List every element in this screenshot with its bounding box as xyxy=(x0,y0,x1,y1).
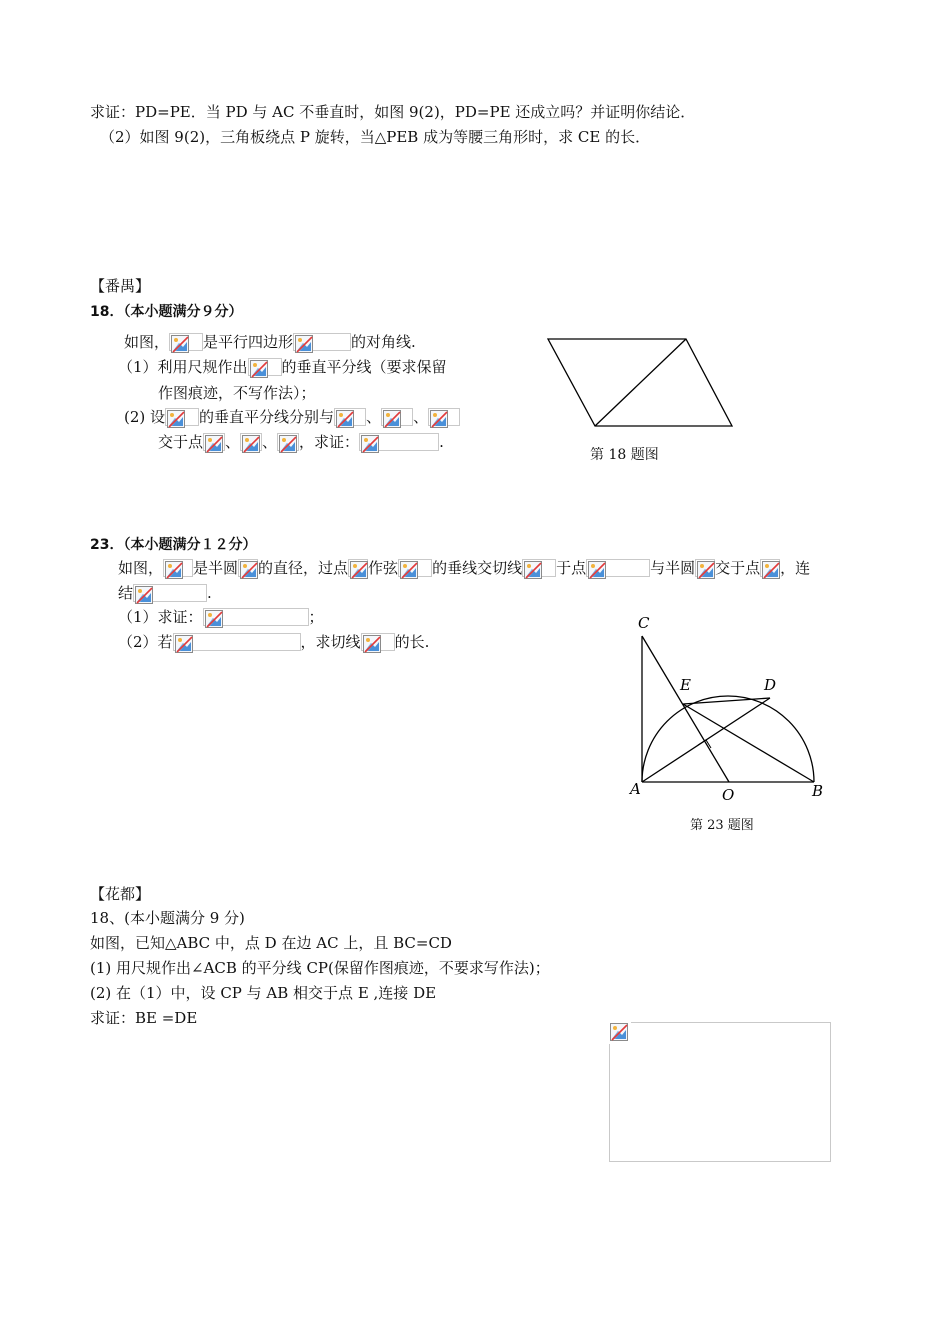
semicircle-arc xyxy=(642,696,814,782)
broken-image-icon xyxy=(240,433,262,451)
text: ，求证： xyxy=(299,433,360,451)
broken-image-glyph xyxy=(175,635,193,653)
broken-image-glyph xyxy=(167,410,185,428)
text: 于点 xyxy=(556,559,587,577)
broken-image-icon xyxy=(334,408,366,426)
question-23-heading: 23．（本小题满分１２分） xyxy=(90,537,257,553)
text: 的垂线交切线 xyxy=(432,559,523,577)
q23-line3 xyxy=(118,607,324,627)
text: 、 xyxy=(366,408,382,426)
text: 的长. xyxy=(394,633,430,651)
broken-image-glyph xyxy=(762,561,780,579)
broken-image-icon xyxy=(169,333,203,351)
section-tag-huadu: 【花都】 xyxy=(90,885,151,903)
broken-image-icon xyxy=(348,559,368,577)
line-eb xyxy=(683,704,814,782)
broken-image-glyph xyxy=(279,435,297,453)
text: 如图， xyxy=(124,333,170,351)
q18-line3: 作图痕迹，不写作法）； xyxy=(158,384,316,402)
text: 结 xyxy=(118,584,134,602)
broken-image-icon xyxy=(586,559,650,577)
text: 作弦 xyxy=(368,559,399,577)
broken-image-icon xyxy=(165,408,199,426)
text: （1）求证： xyxy=(118,608,203,626)
line-co xyxy=(642,636,729,782)
text: 的垂直平分线分别与 xyxy=(199,408,335,426)
q23-line1 xyxy=(118,558,810,578)
question-18-heading-huadu: 18、(本小题满分 9 分) xyxy=(90,909,245,927)
broken-image-glyph xyxy=(205,435,223,453)
right-angle-mark xyxy=(698,740,711,748)
broken-image-glyph xyxy=(250,360,268,378)
broken-image-glyph xyxy=(430,410,448,428)
q23-line4 xyxy=(118,632,429,652)
broken-image-glyph xyxy=(383,410,401,428)
text: （1）利用尺规作出 xyxy=(118,358,248,376)
broken-image-glyph xyxy=(524,561,542,579)
broken-image-icon xyxy=(133,584,207,602)
text: 与半圆 xyxy=(650,559,696,577)
broken-image-glyph xyxy=(697,561,715,579)
text: ； xyxy=(308,608,324,626)
broken-image-icon xyxy=(609,1022,631,1044)
text: . xyxy=(207,584,212,602)
broken-image-glyph xyxy=(240,561,258,579)
broken-image-glyph xyxy=(205,610,223,628)
text: 、 xyxy=(225,433,241,451)
broken-image-glyph xyxy=(588,561,606,579)
text: 的直径，过点 xyxy=(258,559,349,577)
broken-image-glyph xyxy=(350,561,368,579)
text: 是平行四边形 xyxy=(203,333,294,351)
broken-image-icon xyxy=(173,633,301,651)
q23-line2 xyxy=(118,583,212,603)
label-d: D xyxy=(764,676,777,694)
huadu-line3: (2) 在（1）中，设 CP 与 AB 相交于点 E ,连接 DE xyxy=(90,984,437,1002)
broken-image-icon xyxy=(248,358,282,376)
broken-image-icon xyxy=(695,559,715,577)
broken-image-icon xyxy=(760,559,780,577)
broken-image-icon xyxy=(277,433,299,451)
broken-image-icon xyxy=(163,559,193,577)
parallelogram-figure xyxy=(540,330,740,435)
text: 如图， xyxy=(118,559,164,577)
figure-placeholder-frame xyxy=(609,1022,831,1162)
broken-image-glyph xyxy=(171,335,189,353)
broken-image-glyph xyxy=(400,561,418,579)
diagonal xyxy=(595,339,686,426)
label-b: B xyxy=(812,782,824,800)
broken-image-icon xyxy=(203,433,225,451)
text: 是半圆 xyxy=(193,559,239,577)
broken-image-icon xyxy=(398,559,432,577)
text: 的垂直平分线（要求保留 xyxy=(281,358,447,376)
q18-line5 xyxy=(158,432,444,452)
text: （2）若 xyxy=(118,633,173,651)
text: . xyxy=(439,433,444,451)
question-18-heading: 18．（本小题满分９分） xyxy=(90,304,243,320)
label-c: C xyxy=(638,614,650,632)
q18-line2 xyxy=(118,357,447,377)
broken-image-glyph xyxy=(165,561,183,579)
text: 、 xyxy=(262,433,278,451)
broken-image-glyph xyxy=(361,435,379,453)
broken-image-icon xyxy=(238,559,258,577)
label-e: E xyxy=(680,676,691,694)
broken-image-icon xyxy=(381,408,413,426)
q18-line4 xyxy=(124,407,460,427)
text: (2) 设 xyxy=(124,408,166,426)
q18-line1 xyxy=(124,332,416,352)
broken-image-icon xyxy=(522,559,556,577)
label-a: A xyxy=(630,780,641,798)
semicircle-figure xyxy=(620,610,840,810)
broken-image-glyph xyxy=(242,435,260,453)
figure-18-caption: 第 18 题图 xyxy=(590,447,659,463)
broken-image-glyph xyxy=(363,635,381,653)
broken-image-icon xyxy=(428,408,460,426)
text: ，求切线 xyxy=(300,633,361,651)
text: 、 xyxy=(413,408,429,426)
broken-image-icon xyxy=(361,633,395,651)
label-o: O xyxy=(722,786,735,804)
broken-image-glyph xyxy=(135,586,153,604)
broken-image-glyph xyxy=(295,335,313,353)
proof-line: 求证：PD=PE．当 PD 与 AC 不垂直时，如图 9(2)，PD=PE 还成立吗？并证明你结论． xyxy=(90,103,696,121)
broken-image-glyph xyxy=(336,410,354,428)
figure-23-caption: 第 23 题图 xyxy=(690,818,754,833)
text: 交于点 xyxy=(715,559,761,577)
broken-image-icon xyxy=(203,608,309,626)
text: 的对角线. xyxy=(351,333,416,351)
huadu-line4: 求证：BE =DE xyxy=(90,1009,198,1027)
text: ，连 xyxy=(780,559,811,577)
broken-image-glyph xyxy=(610,1023,628,1041)
text: 交于点 xyxy=(158,433,204,451)
broken-image-icon xyxy=(293,333,351,351)
huadu-line1: 如图，已知△ABC 中，点 D 在边 AC 上，且 BC=CD xyxy=(90,934,452,952)
huadu-line2: (1) 用尺规作出∠ACB 的平分线 CP(保留作图痕迹，不要求写作法)； xyxy=(90,959,550,977)
section-tag-panyu: 【番禺】 xyxy=(90,277,151,295)
broken-image-icon xyxy=(359,433,439,451)
part2-line: （2）如图 9(2)，三角板绕点 P 旋转，当△PEB 成为等腰三角形时，求 CE 的长． xyxy=(100,128,651,146)
